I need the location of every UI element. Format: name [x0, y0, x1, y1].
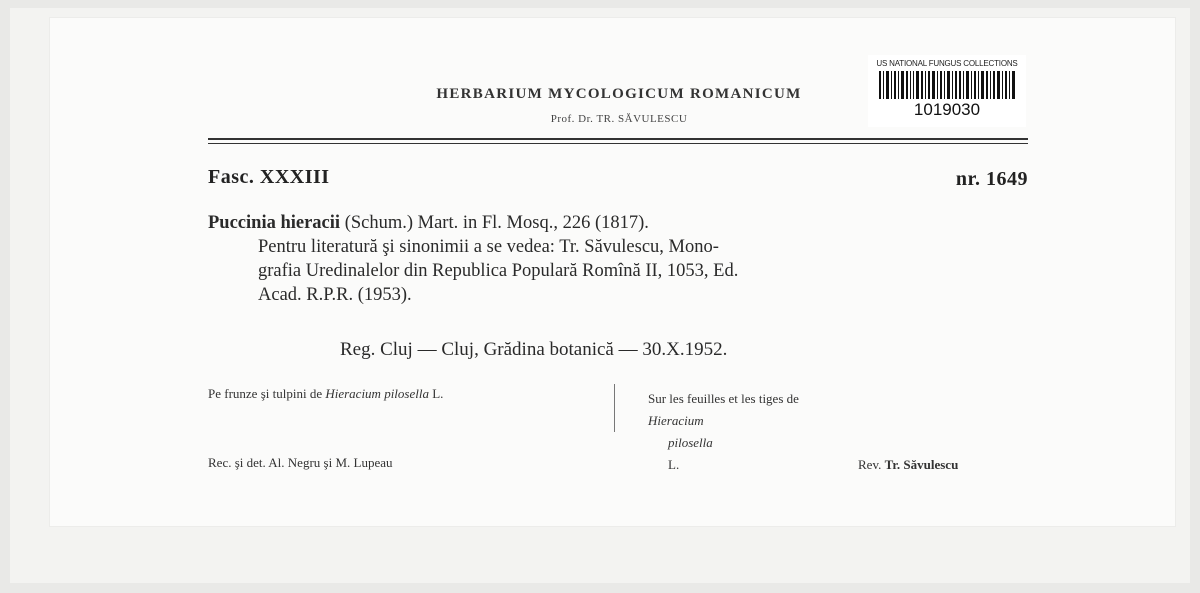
barcode-caption: US NATIONAL FUNGUS COLLECTIONS	[876, 59, 1018, 68]
literature-line-2: grafia Uredinalelor din Republica Populară Romînă II, 1053, Ed.	[258, 261, 739, 281]
species-name: Puccinia hieracii	[208, 213, 341, 233]
column-divider	[614, 384, 615, 432]
literature-reference	[258, 235, 1028, 307]
literature-line-3: Acad. R.P.R. (1953).	[258, 285, 412, 305]
host-ro-prefix: Pe frunze şi tulpini de	[208, 386, 326, 401]
reviewer-prefix: Rev.	[858, 457, 885, 472]
locality-line: Reg. Cluj — Cluj, Grădina botanică — 30.X.1952.	[340, 339, 728, 360]
host-fr-prefix: Sur les feuilles et les tiges de	[648, 391, 799, 406]
barcode-icon	[879, 71, 1015, 99]
host-ro-suffix: L.	[428, 386, 444, 401]
species-authority: (Schum.) Mart. in Fl. Mosq., 226 (1817).	[344, 213, 649, 233]
header-rule-thin	[208, 143, 1028, 144]
host-fr-line-1	[648, 388, 1028, 432]
host-french	[648, 388, 1028, 476]
literature-line-1: Pentru literatură şi sinonimii a se vedea: Tr. Săvulescu, Mono-	[258, 237, 719, 257]
specimen-number: nr. 1649	[955, 168, 1028, 190]
host-fr-taxon-species: pilosella	[668, 435, 713, 450]
collector-line: Rec. şi det. Al. Negru şi M. Lupeau	[208, 455, 393, 470]
herbarium-title: HERBARIUM MYCOLOGICUM ROMANICUM	[436, 86, 802, 102]
host-fr-line-2	[648, 432, 1028, 476]
herbarium-subtitle: Prof. Dr. TR. SĂVULESCU	[550, 113, 688, 125]
header-rule-thick	[208, 138, 1028, 140]
reviewer-line	[858, 457, 958, 473]
host-romanian	[208, 386, 443, 402]
species-line	[208, 213, 1038, 234]
barcode-number: 1019030	[913, 100, 981, 119]
barcode-label	[868, 55, 1026, 127]
reviewer-name: Tr. Săvulescu	[884, 457, 959, 472]
fascicle-number: Fasc. XXXIII	[208, 166, 330, 188]
host-fr-taxon-genus: Hieracium	[648, 413, 704, 428]
host-fr-suffix: L.	[668, 457, 680, 472]
host-ro-taxon: Hieracium pilosella	[325, 386, 429, 401]
